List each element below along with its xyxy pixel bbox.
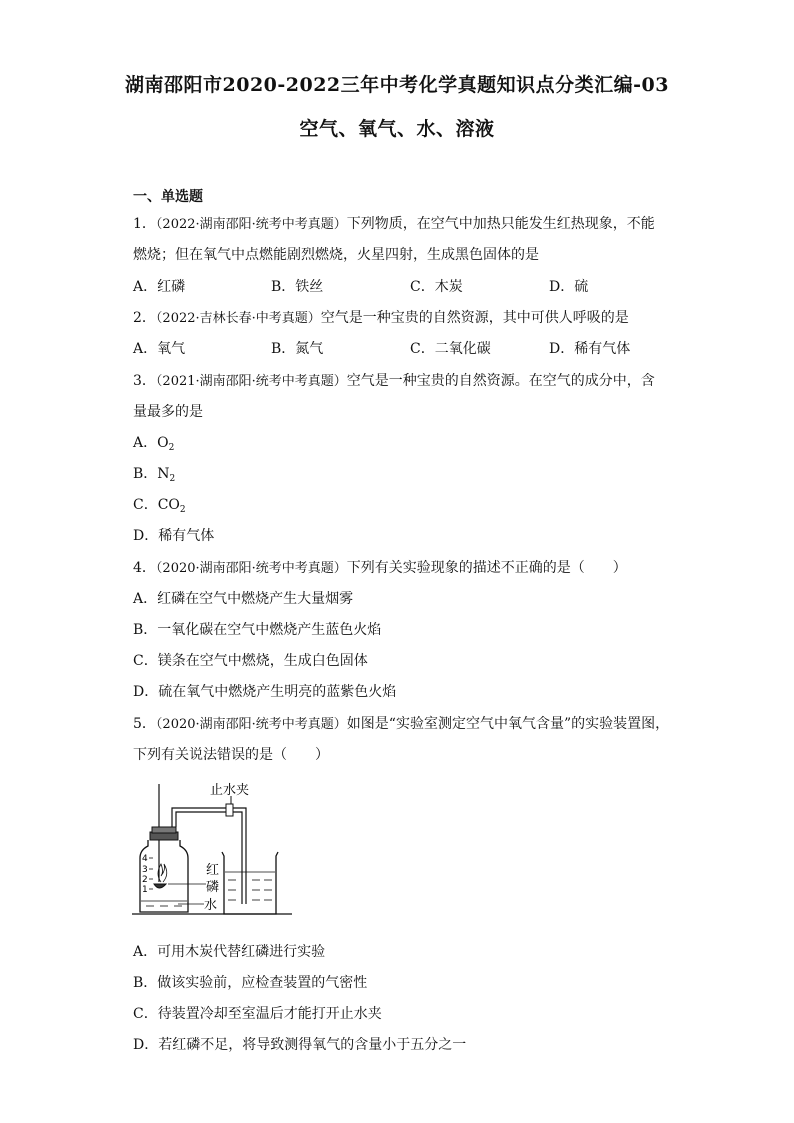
question-source: （2020·湖南邵阳·统考中考真题） bbox=[155, 561, 347, 576]
q5-option-d: D．若红磷不足，将导致测得氧气的含量小于五分之一 bbox=[133, 1037, 467, 1053]
question-1-line-1 bbox=[133, 213, 655, 233]
q4-option-c: C．镁条在空气中燃烧，生成白色固体 bbox=[133, 653, 368, 669]
q4-option-d: D．硫在氧气中燃烧产生明亮的蓝紫色火焰 bbox=[133, 684, 397, 700]
phosphorus-label-bottom: 磷 bbox=[206, 880, 220, 895]
q3-option-d: D．稀有气体 bbox=[133, 528, 215, 544]
question-5-line-1 bbox=[133, 713, 669, 733]
document-subtitle: 空气、氧气、水、溶液 bbox=[299, 118, 495, 140]
question-source: （2022·湖南邵阳·统考中考真题） bbox=[155, 217, 347, 232]
q1-option-b: B．铁丝 bbox=[271, 279, 324, 295]
question-5-line-2: 下列有关说法错误的是（ ） bbox=[133, 747, 329, 763]
water-clamp bbox=[226, 804, 233, 816]
q4-option-b: B．一氧化碳在空气中燃烧产生蓝色火焰 bbox=[133, 622, 382, 638]
q1-option-a: A．红磷 bbox=[133, 279, 186, 295]
scale-mark-2: 2 bbox=[142, 875, 148, 885]
q4-option-a: A．红磷在空气中燃烧产生大量烟雾 bbox=[133, 591, 354, 607]
question-stem: 下列物质，在空气中加热只能发生红热现象，不能 bbox=[346, 216, 655, 232]
q3-option-a: A．$O_2$ bbox=[133, 435, 175, 453]
question-number: 3． bbox=[133, 373, 156, 389]
clamp-label: 止水夹 bbox=[210, 783, 250, 798]
question-4-line-1 bbox=[133, 557, 627, 577]
document-title: 湖南邵阳市2020-2022三年中考化学真题知识点分类汇编-03 bbox=[125, 74, 669, 96]
section-heading: 一、单选题 bbox=[133, 189, 203, 205]
question-2-line-1 bbox=[133, 307, 629, 327]
question-number: 1． bbox=[133, 216, 156, 232]
phosphorus-label-top: 红 bbox=[206, 863, 220, 878]
question-stem: 下列有关实验现象的描述不正确的是（ ） bbox=[346, 560, 627, 576]
q2-option-c: C．二氧化碳 bbox=[410, 341, 491, 357]
apparatus-diagram bbox=[128, 780, 298, 920]
question-source: （2020·湖南邵阳·统考中考真题） bbox=[155, 717, 347, 732]
q2-option-d: D．稀有气体 bbox=[549, 341, 631, 357]
question-source: （2022·吉林长春·中考真题） bbox=[155, 311, 321, 326]
q2-option-b: B．氮气 bbox=[271, 341, 324, 357]
apparatus-figure bbox=[128, 780, 298, 920]
scale-mark-3: 3 bbox=[142, 865, 148, 875]
q3-option-b: B．$N_2$ bbox=[133, 466, 176, 484]
question-number: 4． bbox=[133, 560, 156, 576]
question-number: 2． bbox=[133, 310, 156, 326]
water-label: 水 bbox=[204, 898, 218, 913]
question-3-line-1 bbox=[133, 370, 655, 390]
q3-option-c: C．$CO_2$ bbox=[133, 497, 186, 515]
scale-mark-1: 1 bbox=[142, 885, 148, 895]
question-1-line-2: 燃烧；但在氧气中点燃能剧烈燃烧，火星四射，生成黑色固体的是 bbox=[133, 247, 539, 263]
question-source: （2021·湖南邵阳·统考中考真题） bbox=[155, 374, 347, 389]
scale-mark-4: 4 bbox=[142, 854, 148, 864]
q1-option-c: C．木炭 bbox=[410, 279, 463, 295]
q5-option-c: C．待装置冷却至室温后才能打开止水夹 bbox=[133, 1006, 382, 1022]
q2-option-a: A．氧气 bbox=[133, 341, 186, 357]
beaker bbox=[222, 852, 278, 914]
question-stem: 空气是一种宝贵的自然资源。在空气的成分中，含 bbox=[346, 373, 655, 389]
q5-option-a: A．可用木炭代替红磷进行实验 bbox=[133, 944, 326, 960]
question-3-line-2: 量最多的是 bbox=[133, 404, 203, 420]
q5-option-b: B．做该实验前，应检查装置的气密性 bbox=[133, 975, 368, 991]
question-stem: 空气是一种宝贵的自然资源，其中可供人呼吸的是 bbox=[320, 310, 629, 326]
q1-option-d: D．硫 bbox=[549, 279, 589, 295]
combustion-spoon bbox=[154, 884, 166, 888]
question-number: 5． bbox=[133, 716, 156, 732]
question-stem: 如图是“实验室测定空气中氧气含量”的实验装置图， bbox=[346, 716, 670, 732]
